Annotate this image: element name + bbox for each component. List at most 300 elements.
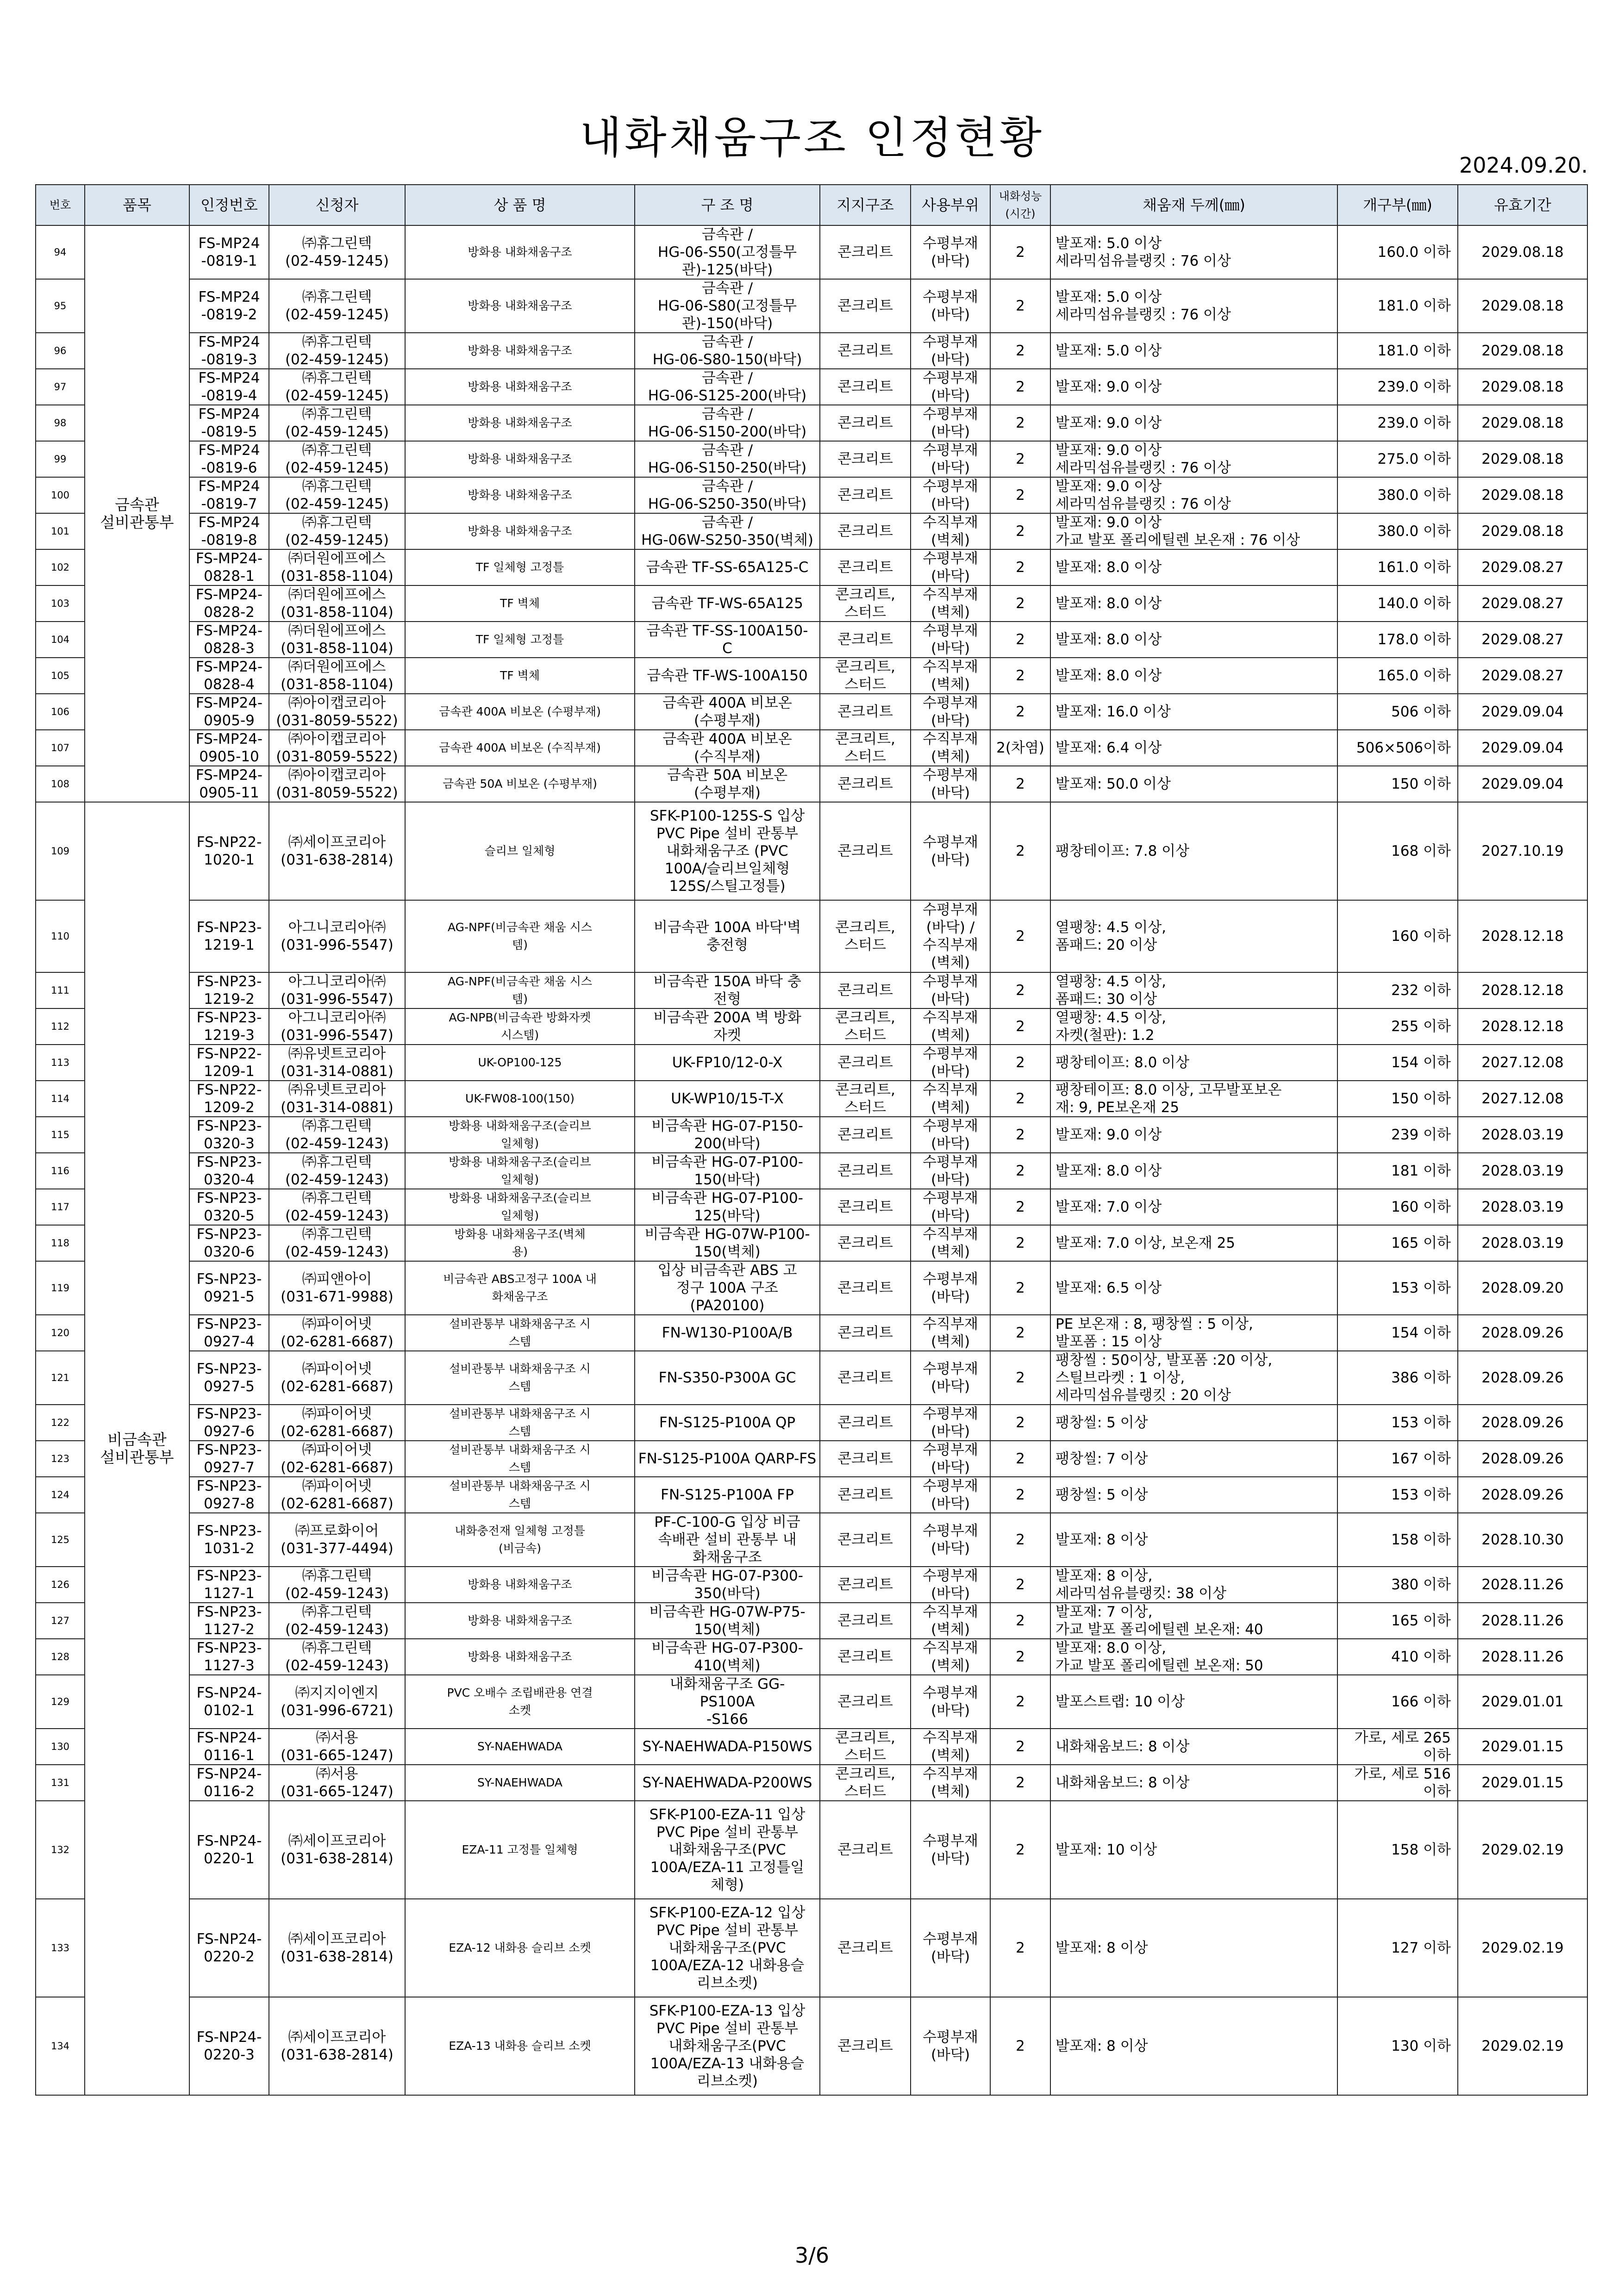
support-structure: 콘크리트 [820,513,911,549]
product-name: 설비관통부 내화채움구조 시 스템 [405,1315,635,1351]
support-structure: 콘크리트 [820,1675,911,1729]
page-number: 3/6 [794,2243,830,2268]
table-row [36,1675,1587,1729]
support-structure: 콘크리트 [820,1997,911,2095]
table-row [36,694,1587,730]
fill-thickness: 발포재: 8 이상 [1050,1997,1337,2095]
expiry-date: 2029.01.15 [1458,1729,1587,1765]
product-name: EZA-11 고정틀 일체형 [405,1801,635,1899]
cert-number: FS-NP24- 0116-1 [189,1729,269,1765]
opening-size: 가로, 세로 265 이하 [1337,1729,1458,1765]
fire-rating: 2 [990,1117,1050,1153]
usage-location: 수평부재 (바닥) [911,1477,990,1513]
expiry-date: 2028.09.20 [1458,1261,1587,1315]
structure-name: SY-NAEHWADA-P150WS [635,1729,820,1765]
fire-rating: 2 [990,1045,1050,1081]
usage-location: 수평부재 (바닥) [911,1405,990,1441]
fire-rating: 2 [990,477,1050,513]
product-name: EZA-12 내화용 슬리브 소켓 [405,1899,635,1997]
applicant: ㈜휴그린텍 (02-459-1245) [269,405,405,441]
applicant: ㈜휴그린텍 (02-459-1243) [269,1567,405,1603]
cert-number: FS-NP23- 0927-5 [189,1351,269,1405]
usage-location: 수직부재 (벽체) [911,730,990,766]
opening-size: 275.0 이하 [1337,441,1458,477]
applicant: ㈜아이캡코리아 (031-8059-5522) [269,730,405,766]
cert-number: FS-MP24 -0819-6 [189,441,269,477]
table-row [36,900,1587,972]
expiry-date: 2029.02.19 [1458,1801,1587,1899]
header-cert-no: 인정번호 [189,185,269,225]
table-row [36,1315,1587,1351]
row-number: 121 [36,1351,85,1405]
expiry-date: 2028.10.30 [1458,1513,1587,1567]
fill-thickness: 발포재: 8.0 이상 [1050,585,1337,622]
structure-name: SFK-P100-EZA-11 입상 PVC Pipe 설비 관통부 내화채움구조(PVC 100A/EZA-11 고정틀일 체형) [635,1801,820,1899]
opening-size: 178.0 이하 [1337,622,1458,658]
cert-number: FS-MP24 -0819-1 [189,225,269,279]
table-row [36,1639,1587,1675]
fill-thickness: 발포재: 16.0 이상 [1050,694,1337,730]
opening-size: 150 이하 [1337,1081,1458,1117]
fire-rating: 2 [990,1081,1050,1117]
table-row [36,1765,1587,1801]
fill-thickness: 열팽창: 4.5 이상, 자켓(철판): 1.2 [1050,1008,1337,1045]
table-row [36,1801,1587,1899]
cert-number: FS-NP22- 1020-1 [189,802,269,900]
support-structure: 콘크리트 [820,1513,911,1567]
usage-location: 수직부재 (벽체) [911,658,990,694]
row-number: 104 [36,622,85,658]
table-row [36,1997,1587,2095]
expiry-date: 2028.09.26 [1458,1315,1587,1351]
expiry-date: 2028.03.19 [1458,1189,1587,1225]
applicant: ㈜휴그린텍 (02-459-1245) [269,225,405,279]
applicant: ㈜휴그린텍 (02-459-1245) [269,369,405,405]
support-structure: 콘크리트 [820,1441,911,1477]
table-body [36,225,1587,2095]
structure-name: FN-S125-P100A FP [635,1477,820,1513]
product-name: 방화용 내화채움구조 [405,279,635,333]
support-structure: 콘크리트, 스터드 [820,1008,911,1045]
usage-location: 수평부재 (바닥) [911,972,990,1008]
table-row [36,333,1587,369]
product-name: TF 벽체 [405,585,635,622]
opening-size: 153 이하 [1337,1261,1458,1315]
fire-rating: 2 [990,1729,1050,1765]
row-number: 126 [36,1567,85,1603]
certification-table [35,184,1588,2096]
fire-rating: 2 [990,1405,1050,1441]
expiry-date: 2029.08.27 [1458,585,1587,622]
opening-size: 181 이하 [1337,1153,1458,1189]
expiry-date: 2029.02.19 [1458,1997,1587,2095]
fire-rating: 2 [990,766,1050,802]
row-number: 118 [36,1225,85,1261]
page-title: 내화채움구조 인정현황 [580,113,1044,163]
applicant: ㈜더원에프에스 (031-858-1104) [269,622,405,658]
fire-rating: 2 [990,658,1050,694]
cert-number: FS-NP23- 0927-6 [189,1405,269,1441]
expiry-date: 2029.01.15 [1458,1765,1587,1801]
product-name: 방화용 내화채움구조 [405,513,635,549]
row-number: 112 [36,1008,85,1045]
product-name: SY-NAEHWADA [405,1765,635,1801]
structure-name: 금속관 / HG-06-S80-150(바닥) [635,333,820,369]
table-row [36,972,1587,1008]
opening-size: 410 이하 [1337,1639,1458,1675]
applicant: 아그니코리아㈜ (031-996-5547) [269,972,405,1008]
product-name: 금속관 50A 비보온 (수평부재) [405,766,635,802]
applicant: ㈜휴그린텍 (02-459-1245) [269,333,405,369]
cert-number: FS-MP24 -0819-2 [189,279,269,333]
support-structure: 콘크리트 [820,802,911,900]
category-cell: 비금속관 설비관통부 [85,802,189,2095]
structure-name: 금속관 400A 비보온 (수평부재) [635,694,820,730]
usage-location: 수직부재 (벽체) [911,1315,990,1351]
cert-number: FS-NP23- 1127-3 [189,1639,269,1675]
row-number: 98 [36,405,85,441]
expiry-date: 2028.12.18 [1458,1008,1587,1045]
product-name: 방화용 내화채움구조 [405,1567,635,1603]
applicant: ㈜휴그린텍 (02-459-1243) [269,1117,405,1153]
table-row [36,1153,1587,1189]
opening-size: 255 이하 [1337,1008,1458,1045]
applicant: ㈜피앤아이 (031-671-9988) [269,1261,405,1315]
support-structure: 콘크리트 [820,1639,911,1675]
row-number: 119 [36,1261,85,1315]
row-number: 108 [36,766,85,802]
cert-number: FS-MP24- 0905-11 [189,766,269,802]
table-row [36,225,1587,279]
applicant: ㈜휴그린텍 (02-459-1245) [269,477,405,513]
product-name: 금속관 400A 비보온 (수직부재) [405,730,635,766]
expiry-date: 2027.12.08 [1458,1045,1587,1081]
opening-size: 181.0 이하 [1337,279,1458,333]
structure-name: UK-WP10/15-T-X [635,1081,820,1117]
row-number: 134 [36,1997,85,2095]
cert-number: FS-NP24- 0116-2 [189,1765,269,1801]
support-structure: 콘크리트 [820,766,911,802]
support-structure: 콘크리트 [820,1801,911,1899]
expiry-date: 2028.11.26 [1458,1603,1587,1639]
table-row [36,1899,1587,1997]
header-support: 지지구조 [820,185,911,225]
applicant: ㈜휴그린텍 (02-459-1243) [269,1189,405,1225]
opening-size: 150 이하 [1337,766,1458,802]
row-number: 110 [36,900,85,972]
opening-size: 130 이하 [1337,1997,1458,2095]
usage-location: 수평부재 (바닥) [911,1045,990,1081]
product-name: SY-NAEHWADA [405,1729,635,1765]
cert-number: FS-MP24- 0828-3 [189,622,269,658]
structure-name: 비금속관 HG-07-P100- 150(바닥) [635,1153,820,1189]
header-applicant: 신청자 [269,185,405,225]
applicant: ㈜더원에프에스 (031-858-1104) [269,585,405,622]
expiry-date: 2028.03.19 [1458,1225,1587,1261]
structure-name: 금속관 / HG-06-S125-200(바닥) [635,369,820,405]
expiry-date: 2028.09.26 [1458,1477,1587,1513]
fill-thickness: 내화채움보드: 8 이상 [1050,1765,1337,1801]
fill-thickness: 발포스트랩: 10 이상 [1050,1675,1337,1729]
fill-thickness: 발포재: 7 이상, 가교 발포 폴리에틸렌 보온재: 40 [1050,1603,1337,1639]
cert-number: FS-NP23- 0927-7 [189,1441,269,1477]
applicant: ㈜파이어넷 (02-6281-6687) [269,1351,405,1405]
support-structure: 콘크리트 [820,333,911,369]
cert-number: FS-MP24- 0828-2 [189,585,269,622]
opening-size: 239.0 이하 [1337,369,1458,405]
expiry-date: 2027.10.19 [1458,802,1587,900]
table-row [36,477,1587,513]
product-name: AG-NPB(비금속관 방화자켓 시스템) [405,1008,635,1045]
usage-location: 수직부재 (벽체) [911,585,990,622]
applicant: ㈜세이프코리아 (031-638-2814) [269,1899,405,1997]
expiry-date: 2027.12.08 [1458,1081,1587,1117]
fire-rating: 2 [990,279,1050,333]
opening-size: 140.0 이하 [1337,585,1458,622]
cert-number: FS-NP23- 0320-6 [189,1225,269,1261]
usage-location: 수평부재 (바닥) [911,1153,990,1189]
table-row [36,1729,1587,1765]
cert-number: FS-NP23- 0320-4 [189,1153,269,1189]
applicant: ㈜파이어넷 (02-6281-6687) [269,1441,405,1477]
opening-size: 181.0 이하 [1337,333,1458,369]
applicant: ㈜파이어넷 (02-6281-6687) [269,1315,405,1351]
fill-thickness: 발포재: 8.0 이상, 가교 발포 폴리에틸렌 보온재: 50 [1050,1639,1337,1675]
applicant: ㈜더원에프에스 (031-858-1104) [269,658,405,694]
support-structure: 콘크리트, 스터드 [820,1765,911,1801]
header-fire-rating: 내화성능 (시간) [990,185,1050,225]
product-name: 방화용 내화채움구조(벽체 용) [405,1225,635,1261]
support-structure: 콘크리트 [820,1899,911,1997]
table-row [36,1189,1587,1225]
expiry-date: 2028.03.19 [1458,1153,1587,1189]
table-row [36,369,1587,405]
fire-rating: 2 [990,441,1050,477]
row-number: 128 [36,1639,85,1675]
expiry-date: 2029.08.27 [1458,658,1587,694]
usage-location: 수평부재 (바닥) [911,441,990,477]
row-number: 120 [36,1315,85,1351]
applicant: ㈜세이프코리아 (031-638-2814) [269,1997,405,2095]
usage-location: 수평부재 (바닥) [911,766,990,802]
product-name: 방화용 내화채움구조 [405,1639,635,1675]
fire-rating: 2 [990,1675,1050,1729]
row-number: 123 [36,1441,85,1477]
applicant: ㈜지지이엔지 (031-996-6721) [269,1675,405,1729]
support-structure: 콘크리트 [820,1315,911,1351]
table-row [36,1351,1587,1405]
expiry-date: 2028.12.18 [1458,972,1587,1008]
opening-size: 154 이하 [1337,1315,1458,1351]
expiry-date: 2028.09.26 [1458,1405,1587,1441]
usage-location: 수평부재 (바닥) [911,1441,990,1477]
support-structure: 콘크리트 [820,622,911,658]
row-number: 96 [36,333,85,369]
usage-location: 수평부재 (바닥) [911,802,990,900]
opening-size: 165 이하 [1337,1603,1458,1639]
expiry-date: 2029.08.18 [1458,477,1587,513]
opening-size: 380 이하 [1337,1567,1458,1603]
row-number: 109 [36,802,85,900]
usage-location: 수직부재 (벽체) [911,1639,990,1675]
applicant: ㈜아이캡코리아 (031-8059-5522) [269,694,405,730]
support-structure: 콘크리트 [820,441,911,477]
cert-number: FS-NP22- 1209-2 [189,1081,269,1117]
fill-thickness: 발포재: 6.4 이상 [1050,730,1337,766]
structure-name: FN-W130-P100A/B [635,1315,820,1351]
fill-thickness: 팽창씰 : 50이상, 발포폼 :20 이상, 스틸브라켓 : 1 이상, 세라믹섬유블랭킷 : 20 이상 [1050,1351,1337,1405]
opening-size: 161.0 이하 [1337,549,1458,585]
row-number: 105 [36,658,85,694]
opening-size: 167 이하 [1337,1441,1458,1477]
structure-name: 비금속관 200A 벽 방화 자켓 [635,1008,820,1045]
usage-location: 수직부재 (벽체) [911,1081,990,1117]
applicant: ㈜더원에프에스 (031-858-1104) [269,549,405,585]
fire-rating: 2 [990,900,1050,972]
structure-name: 금속관 50A 비보온 (수평부재) [635,766,820,802]
product-name: 비금속관 ABS고정구 100A 내 화채움구조 [405,1261,635,1315]
row-number: 111 [36,972,85,1008]
fire-rating: 2 [990,549,1050,585]
row-number: 95 [36,279,85,333]
product-name: EZA-13 내화용 슬리브 소켓 [405,1997,635,2095]
row-number: 122 [36,1405,85,1441]
table-row [36,405,1587,441]
expiry-date: 2029.01.01 [1458,1675,1587,1729]
header-expiry: 유효기간 [1458,185,1587,225]
fill-thickness: 팽창씰: 5 이상 [1050,1405,1337,1441]
structure-name: 비금속관 HG-07-P300- 350(바닥) [635,1567,820,1603]
fire-rating: 2 [990,1225,1050,1261]
fill-thickness: 팽창씰: 7 이상 [1050,1441,1337,1477]
fire-rating: 2 [990,694,1050,730]
table-row [36,513,1587,549]
applicant: ㈜서용 (031-665-1247) [269,1729,405,1765]
fill-thickness: 발포재: 50.0 이상 [1050,766,1337,802]
cert-number: FS-NP23- 0921-5 [189,1261,269,1315]
row-number: 132 [36,1801,85,1899]
table-row [36,585,1587,622]
opening-size: 158 이하 [1337,1801,1458,1899]
fire-rating: 2 [990,585,1050,622]
header-fill-thickness: 채움재 두께(㎜) [1050,185,1337,225]
table-row [36,279,1587,333]
fire-rating: 2 [990,1441,1050,1477]
table-row [36,622,1587,658]
expiry-date: 2028.09.26 [1458,1351,1587,1405]
expiry-date: 2029.08.18 [1458,369,1587,405]
applicant: ㈜유넷트코리아 (031-314-0881) [269,1045,405,1081]
expiry-date: 2029.08.18 [1458,333,1587,369]
fire-rating: 2 [990,1477,1050,1513]
fill-thickness: 내화채움보드: 8 이상 [1050,1729,1337,1765]
expiry-date: 2029.09.04 [1458,730,1587,766]
support-structure: 콘크리트, 스터드 [820,730,911,766]
fill-thickness: 열팽창: 4.5 이상, 폼패드: 20 이상 [1050,900,1337,972]
structure-name: 비금속관 HG-07-P150- 200(바닥) [635,1117,820,1153]
opening-size: 160 이하 [1337,900,1458,972]
fill-thickness: 발포재: 9.0 이상 [1050,1117,1337,1153]
opening-size: 127 이하 [1337,1899,1458,1997]
expiry-date: 2029.08.18 [1458,279,1587,333]
product-name: TF 벽체 [405,658,635,694]
usage-location: 수직부재 (벽체) [911,513,990,549]
structure-name: 금속관 / HG-06-S80(고정틀무 관)-150(바닥) [635,279,820,333]
cert-number: FS-NP24- 0220-3 [189,1997,269,2095]
structure-name: 입상 비금속관 ABS 고 정구 100A 구조 (PA20100) [635,1261,820,1315]
cert-number: FS-NP24- 0220-1 [189,1801,269,1899]
opening-size: 가로, 세로 516 이하 [1337,1765,1458,1801]
support-structure: 콘크리트 [820,1153,911,1189]
opening-size: 160 이하 [1337,1189,1458,1225]
product-name: TF 일체형 고정틀 [405,622,635,658]
applicant: ㈜서용 (031-665-1247) [269,1765,405,1801]
row-number: 114 [36,1081,85,1117]
opening-size: 386 이하 [1337,1351,1458,1405]
support-structure: 콘크리트, 스터드 [820,585,911,622]
row-number: 100 [36,477,85,513]
support-structure: 콘크리트, 스터드 [820,1081,911,1117]
support-structure: 콘크리트 [820,1045,911,1081]
fill-thickness: 발포재: 9.0 이상 세라믹섬유블랭킷 : 76 이상 [1050,441,1337,477]
fill-thickness: 발포재: 8.0 이상 [1050,658,1337,694]
structure-name: 금속관 TF-WS-65A125 [635,585,820,622]
fill-thickness: 발포재: 8.0 이상 [1050,622,1337,658]
applicant: ㈜휴그린텍 (02-459-1243) [269,1153,405,1189]
opening-size: 153 이하 [1337,1405,1458,1441]
applicant: ㈜휴그린텍 (02-459-1245) [269,441,405,477]
usage-location: 수평부재 (바닥) [911,1675,990,1729]
usage-location: 수평부재 (바닥) [911,1997,990,2095]
structure-name: 비금속관 100A 바닥'벽 충전형 [635,900,820,972]
product-name: 방화용 내화채움구조 [405,477,635,513]
support-structure: 콘크리트 [820,1477,911,1513]
row-number: 107 [36,730,85,766]
table-row [36,730,1587,766]
table-row [36,802,1587,900]
cert-number: FS-NP23- 0927-4 [189,1315,269,1351]
row-number: 129 [36,1675,85,1729]
fill-thickness: 발포재: 9.0 이상 가교 발포 폴리에틸렌 보온재 : 76 이상 [1050,513,1337,549]
opening-size: 506 이하 [1337,694,1458,730]
expiry-date: 2029.09.04 [1458,694,1587,730]
row-number: 113 [36,1045,85,1081]
product-name: TF 일체형 고정틀 [405,549,635,585]
applicant: ㈜세이프코리아 (031-638-2814) [269,1801,405,1899]
fill-thickness: 팽창테이프: 7.8 이상 [1050,802,1337,900]
fill-thickness: 팽창씰: 5 이상 [1050,1477,1337,1513]
fire-rating: 2 [990,1513,1050,1567]
structure-name: SFK-P100-EZA-12 입상 PVC Pipe 설비 관통부 내화채움구조(PVC 100A/EZA-12 내화용슬 리브소켓) [635,1899,820,1997]
structure-name: 금속관 TF-SS-100A150- C [635,622,820,658]
opening-size: 380.0 이하 [1337,513,1458,549]
support-structure: 콘크리트, 스터드 [820,900,911,972]
opening-size: 153 이하 [1337,1477,1458,1513]
usage-location: 수평부재 (바닥) [911,477,990,513]
table-row [36,441,1587,477]
fire-rating: 2 [990,333,1050,369]
structure-name: 비금속관 HG-07-P100- 125(바닥) [635,1189,820,1225]
row-number: 102 [36,549,85,585]
usage-location: 수평부재 (바닥) [911,1513,990,1567]
cert-number: FS-MP24 -0819-8 [189,513,269,549]
fill-thickness: 발포재: 6.5 이상 [1050,1261,1337,1315]
support-structure: 콘크리트 [820,477,911,513]
applicant: ㈜프로화이어 (031-377-4494) [269,1513,405,1567]
usage-location: 수평부재 (바닥) [911,694,990,730]
support-structure: 콘크리트 [820,694,911,730]
usage-location: 수평부재 (바닥) [911,1801,990,1899]
